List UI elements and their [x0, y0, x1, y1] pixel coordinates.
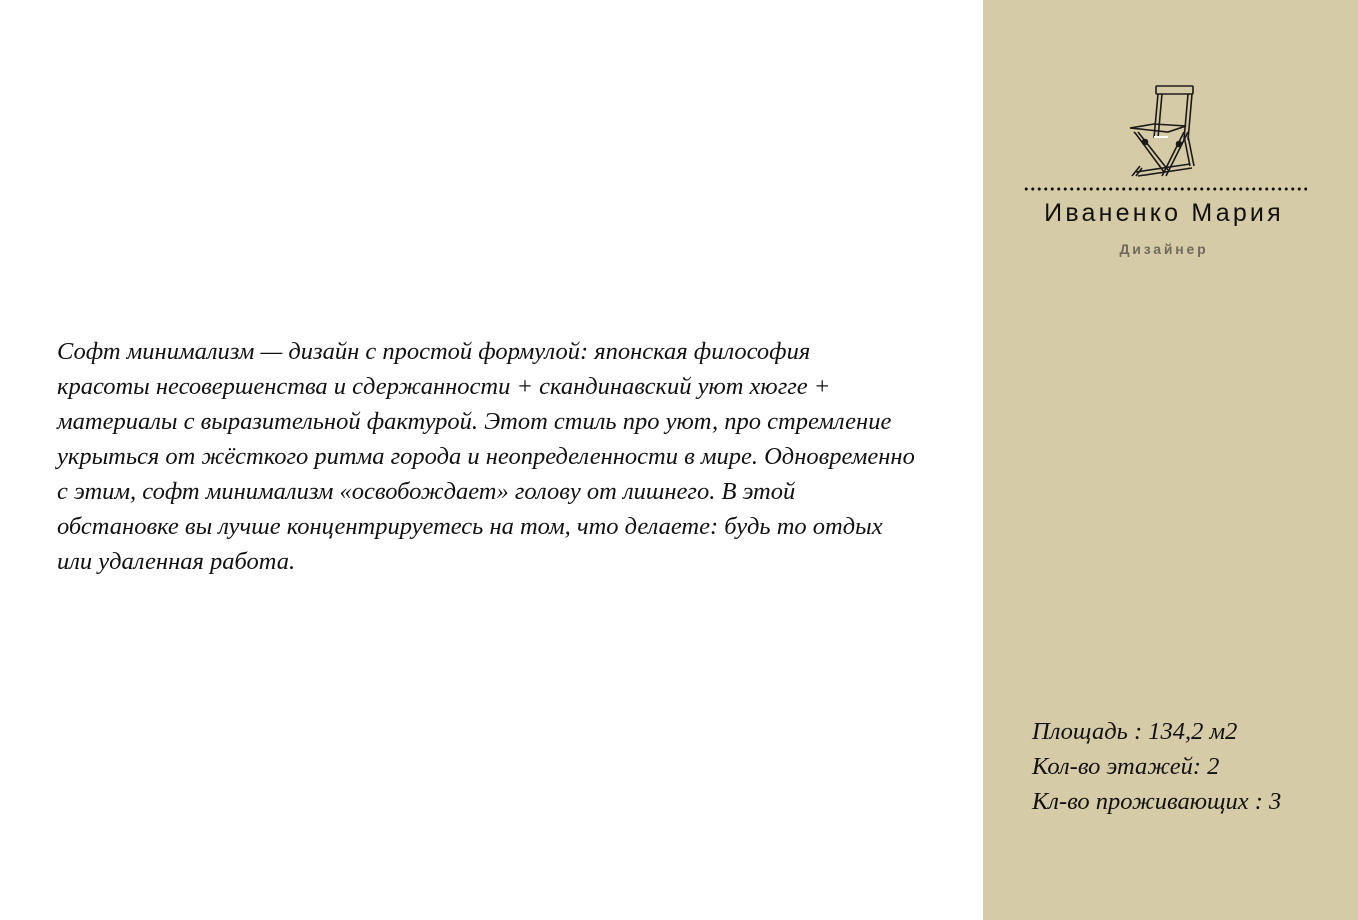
stat-floors: Кол-во этажей: 2 — [1032, 753, 1220, 780]
stat-residents: Кл-во проживающих : 3 — [1032, 788, 1282, 815]
description-line: обстановке вы лучше концентрируетесь на том, что делаете: будь то отдых — [57, 513, 883, 540]
dotted-divider — [1023, 186, 1307, 192]
designer-role: Дизайнер — [1119, 241, 1209, 257]
folding-chair-icon — [1128, 84, 1204, 180]
project-stats — [1032, 714, 1281, 819]
description-text — [57, 334, 957, 579]
description-line: или удаленная работа. — [57, 548, 296, 575]
designer-name: Иваненко Мария — [1044, 199, 1284, 227]
description-line: красоты несовершенства и сдержанности + скандинавский уют хюгге + — [57, 373, 831, 400]
description-line: материалы с выразительной фактурой. Этот стиль про уют, про стремление — [57, 408, 892, 435]
description-line: с этим, софт минимализм «освобождает» голову от лишнего. В этой — [57, 478, 796, 505]
info-sidebar — [983, 0, 1358, 920]
description-line: Софт минимализм — дизайн с простой формулой: японская философия — [57, 338, 811, 365]
stat-area: Площадь : 134,2 м2 — [1032, 718, 1238, 745]
description-line: укрыться от жёсткого ритма города и неопределенности в мире. Одновременно — [57, 443, 915, 470]
